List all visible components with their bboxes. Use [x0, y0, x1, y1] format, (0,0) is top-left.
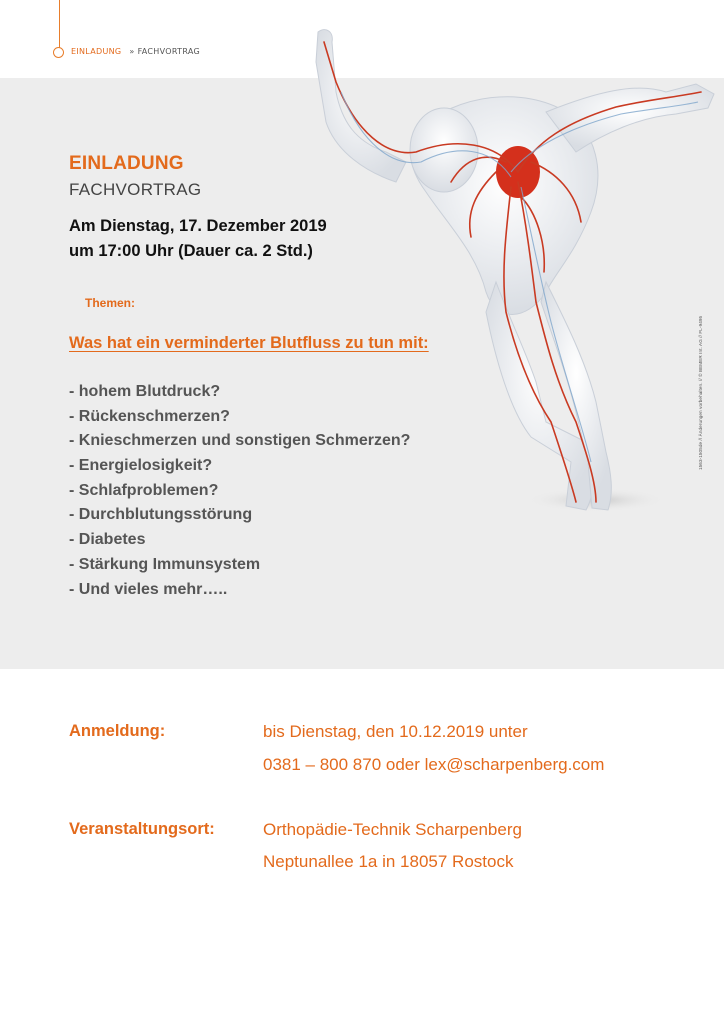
topics-list: [69, 380, 410, 602]
venue-line-1: Orthopädie-Technik Scharpenberg: [263, 820, 522, 839]
accent-vertical-line: [59, 0, 60, 48]
list-item: - Und vieles mehr…..: [69, 580, 228, 598]
list-item: - Diabetes: [69, 531, 146, 549]
list-item: - Stärkung Immunsystem: [69, 555, 261, 573]
registration-line-2[interactable]: 0381 – 800 870 oder lex@scharpenberg.com: [263, 755, 605, 774]
breadcrumb: [71, 47, 200, 56]
list-item: - Rückenschmerzen?: [69, 407, 230, 425]
registration-label: Anmeldung:: [69, 722, 166, 740]
breadcrumb-second: FACHVORTRAG: [137, 47, 200, 56]
list-item: - hohem Blutdruck?: [69, 383, 221, 400]
topics-question: Was hat ein verminderter Blutfluss zu tun mit:: [69, 334, 429, 352]
list-item: - Energielosigkeit?: [69, 457, 213, 475]
list-item: - Schlafproblemen?: [69, 481, 219, 499]
venue-label: Veranstaltungsort:: [69, 820, 215, 838]
topics-label: Themen:: [85, 296, 136, 310]
list-item: - Durchblutungsstörung: [69, 506, 253, 524]
event-date: Am Dienstag, 17. Dezember 2019: [69, 217, 327, 235]
breadcrumb-separator: »: [129, 47, 135, 56]
circle-marker-icon: [53, 47, 64, 58]
venue-line-2: Neptunallee 1a in 18057 Rostock: [263, 852, 514, 871]
side-credit-text: 1563-1505de // Änderungen vorbehalten. // © BEMER Int. AG // FL-9495: [698, 315, 703, 470]
event-time: um 17:00 Uhr (Dauer ca. 2 Std.): [69, 242, 313, 260]
page-subtitle: FACHVORTRAG: [69, 180, 202, 199]
list-item: - Knieschmerzen und sonstigen Schmerzen?: [69, 432, 411, 450]
breadcrumb-first: EINLADUNG: [71, 47, 122, 56]
page-title: EINLADUNG: [69, 153, 184, 174]
registration-line-1: bis Dienstag, den 10.12.2019 unter: [263, 722, 528, 741]
